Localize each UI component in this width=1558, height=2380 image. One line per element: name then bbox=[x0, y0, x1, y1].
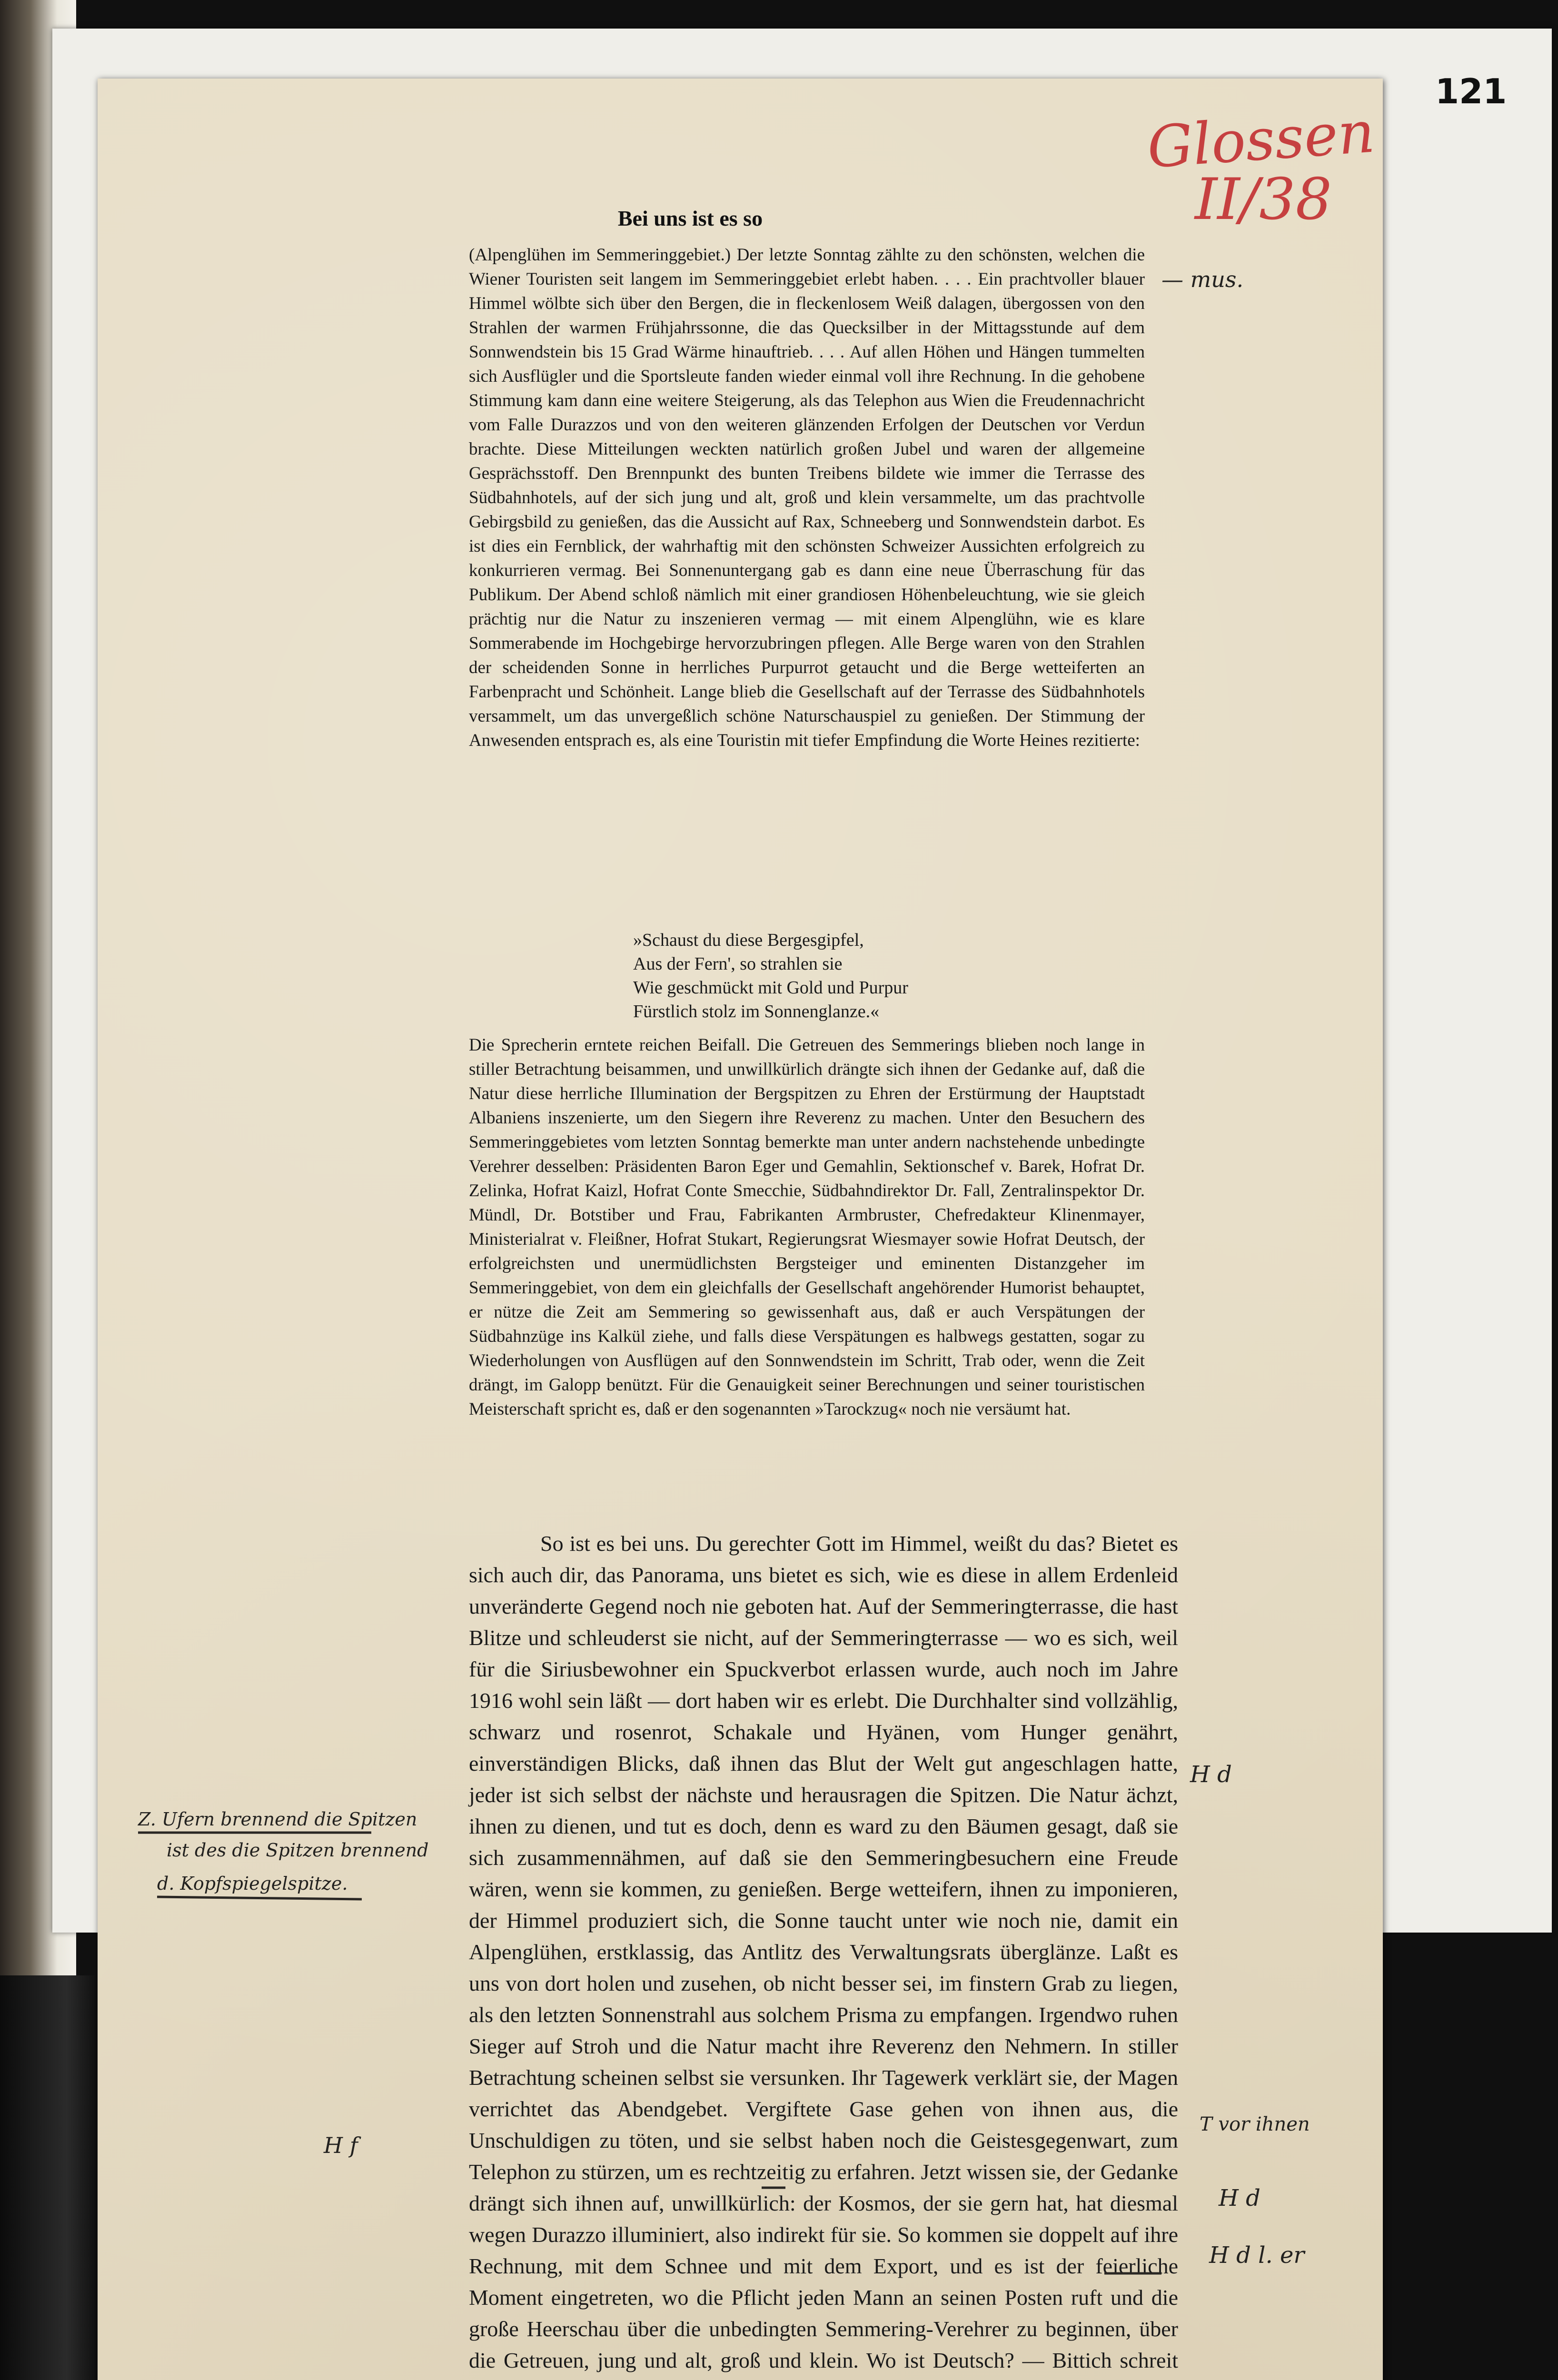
annotation-left-2: ist des die Spitzen brennend bbox=[167, 1840, 429, 1861]
annotation-hd-2: H d bbox=[1219, 2185, 1260, 2211]
commentary-text bbox=[469, 1528, 1178, 2380]
poem-line: »Schaust du diese Bergesgipfel, bbox=[633, 930, 864, 950]
page-number: 121 bbox=[1435, 71, 1507, 111]
poem-line: Wie geschmückt mit Gold und Purpur bbox=[633, 978, 908, 998]
heine-poem bbox=[633, 928, 1062, 1023]
stamp-number: II/38 bbox=[1195, 167, 1332, 233]
article-quote-paragraph bbox=[469, 243, 1145, 753]
article-title: Bei uns ist es so bbox=[617, 206, 763, 230]
article-quote-paragraph-2 bbox=[469, 1033, 1145, 1421]
paragraph-2: Die Sprecherin erntete reichen Beifall. Die Getreuen des Semmerings blieben noch lange in stiller Betrachtung beisammen, und unwillkürlich drängte sich ihnen der Gedanke auf, daß die Natur diese herrliche Illumination der Bergspitzen zu Ehren der Erstürmung der Hauptstadt Albaniens inszenierte, um den Siegern ihre Reverenz zu machen. Unter den Besuchern des Semmeringgebietes vom letzten Sonntag bemerkte man unter andern nachstehende unbedingte Verehrer desselben: Präsidenten Baron Eger und Gemahlin, Sektionschef v. Barek, Hofrat Dr. Zelinka, Hofrat Kaizl, Hofrat Conte Smecchie, Südbahndirektor Dr. Fall, Zentralinspektor Dr. Mündl, Dr. Botstiber und Frau, Fabrikanten Armbruster, Chefredakteur Klinenmayer, Ministerialrat v. Fleißner, Hofrat Stukart, Regierungsrat Wiesmayer sowie Hofrat Deutsch, der erfolgreichsten und unermüdlichsten Bergsteiger und eminenten Distanzgeher im Semmeringgebiet, von dem ein gleichfalls der Gesellschaft angehörender Humorist behauptet, er nütze die Zeit am Semmering so gewissenhaft aus, daß er auch Verspätungen der Südbahnzüge ins Kalkül ziehe, und falls diese Verspätungen es halbwegs gestatten, sogar zu Wiederholungen von Ausflügen auf den Sonnwendstein im Schritt, Trab oder, wenn die Zeit drängt, im Galopp benützt. Für die Genauigkeit seiner Berechnungen und seiner touristischen Meisterschaft spricht es, daß er den sogenannten »Tarockzug« noch nie versäumt hat. bbox=[469, 1035, 1145, 1419]
stamp-name: Glossen bbox=[1145, 99, 1377, 181]
annotation-hf: H f bbox=[324, 2132, 358, 2158]
annotation-hd-3: H d l. er bbox=[1209, 2242, 1305, 2269]
annotation-tvor: T vor ihnen bbox=[1200, 2113, 1310, 2135]
poem-line: Fürstlich stolz im Sonnenglanze.« bbox=[633, 1002, 880, 1021]
paragraph-1: (Alpenglühen im Semmeringgebiet.) Der letzte Sonntag zählte zu den schönsten, welchen die Wiener Touristen seit langem im Semmeringgebiet erlebt haben. . . . Ein prachtvoller blauer Himmel wölbte sich über den Bergen, die in fleckenlosem Weiß dalagen, übergossen von den Strahlen der warmen Frühjahrssonne, die das Quecksilber in der Mittagsstunde auf dem Sonnwendstein bis 15 Grad Wärme hinauftrieb. . . . Auf allen Höhen und Hängen tummelten sich Ausflügler und die Sportsleute fanden wieder einmal voll ihre Rechnung. In die gehobene Stimmung kam dann eine weitere Steigerung, als das Telephon aus Wien die Freudennachricht vom Falle Durazzos und von den weiteren glänzenden Erfolgen der Deutschen vor Verdun brachte. Diese Mitteilungen weckten natürlich großen Jubel und waren der allgemeine Gesprächsstoff. Den Brennpunkt des bunten Treibens bildete wie immer die Terrasse des Südbahnhotels, auf der sich jung und alt, groß und klein versammelte, um das prachtvolle Gebirgsbild zu genießen, das die Aussicht auf Rax, Schneeberg und Sonnwendstein darbot. Es ist dies ein Fernblick, der wahrhaftig mit den schönsten Schweizer Aussichten erfolgreich zu konkurrieren vermag. Bei Sonnenuntergang gab es dann eine neue Überraschung für das Publikum. Der Abend schloß nämlich mit einer grandiosen Höhenbeleuchtung, wie sie gleich prächtig nur die Natur zu inszenieren vermag — mit einem Alpenglühn, wie es klare Sommerabende im Hochgebirge hervorzubringen pflegen. Alle Berge waren von den Strahlen der scheidenden Sonne in herrliches Purpurrot getaucht und die Berge wetteiferten an Farbenpracht und Schönheit. Lange blieb die Gesellschaft auf der Terrasse des Südbahnhotels versammelt, um das unvergeßlich schöne Naturschauspiel zu genießen. Der Stimmung der Anwesenden entsprach es, als eine Touristin mit tiefer Empfindung die Worte Heines rezitierte: bbox=[469, 245, 1145, 750]
annotation-hd-1: H d bbox=[1190, 1761, 1232, 1788]
poem-line: Aus der Fern', so strahlen sie bbox=[633, 954, 843, 974]
annotation-top-right: — mus. bbox=[1161, 267, 1244, 292]
book-edge bbox=[0, 1975, 95, 2380]
paragraph-3: So ist es bei uns. Du gerechter Gott im Himmel, weißt du das? Bietet es sich auch dir, das Panorama, uns bietet es sich, wie es diese in allem Erdenleid unveränderte Gegend noch nie geboten hat. Auf der Semmeringterrasse, die hast Blitze und schleuderst sie nicht, auf der Semmeringterrasse — wo es sich, weil für die Siriusbewohner ein Spuckverbot erlassen wurde, auch noch im Jahre 1916 wohl sein läßt — dort haben wir es erlebt. Die Durchhalter sind vollzählig, schwarz und rosenrot, Schakale und Hyänen, vom Hunger genährt, einverständigen Blicks, daß ihnen das Blut der Welt gut angeschlagen hatte, jeder ist sich selbst der nächste und herausragen die Spitzen. Die Natur ächzt, ihnen zu dienen, und tut es doch, denn es ward zu den Bäumen gesagt, daß sie sich zusammennähmen, auf daß sie den Semmeringbesuchern eine Freude wären, wenn sie kommen, zu genießen. Berge wetteifern, ihnen zu imponieren, der Himmel produziert sich, die Sonne taucht unter wie noch nie, damit ein Alpenglühen, erstklassig, das Antlitz des Verwaltungsrats überglänze. Laßt es uns von dort holen und zusehen, ob nicht besser sei, im finstern Grab zu liegen, als den letzten Sonnenstrahl aus solchem Prisma zu empfangen. Irgendwo ruhen Sieger auf Stroh und die Natur macht ihre Reverenz den Nehmern. In stiller Betrachtung scheinen selbst sie versunken. Ihr Tagewerk verklärt sie, der Magen verrichtet das Abendgebet. Vergiftete Gase gehen von ihnen aus, die Unschuldigen zu töten, und sie selbst haben noch die Geistesgegenwart, zum Telephon zu stürzen, um es rechtzeitig zu erfahren. Jetzt wissen sie, der Gedanke drängt sich ihnen auf, unwillkürlich: der Kosmos, der sie gern hat, hat diesmal wegen Durazzo illuminiert, also indirekt für sie. So kommen sie doppelt auf ihre Rechnung, mit dem Schnee und mit dem Export, und es ist der feierliche Moment eingetreten, wo die Pflicht jeden Mann an seinen Posten ruft und die große Heerschau über die unbedingten Semmering-Verehrer zu beginnen, über die Getreuen, jung und alt, groß und klein. Wo ist Deutsch? — Bittich schreit bbox=[469, 1531, 1178, 2372]
annotation-left-1: Z. Ufern brennend die Spitzen bbox=[138, 1809, 417, 1830]
annotation-left-3: d. Kopfspiegelspitze. bbox=[157, 1873, 348, 1894]
